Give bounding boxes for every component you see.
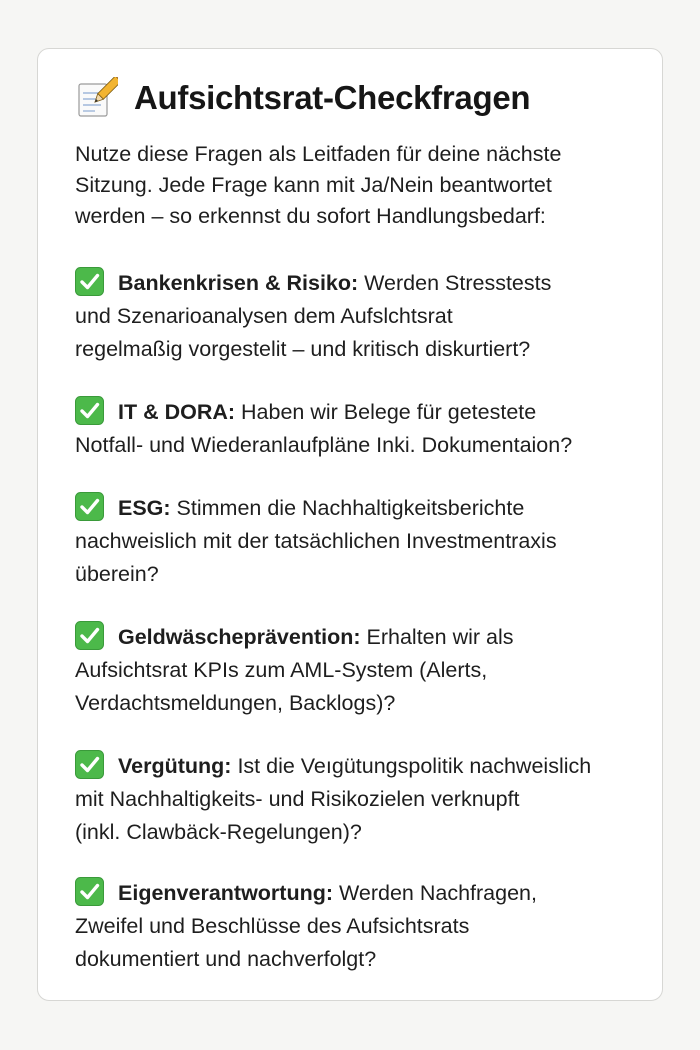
checklist-card — [37, 48, 663, 1001]
item-label: Vergütung: — [118, 754, 232, 778]
item-label: ESG: — [118, 496, 171, 520]
item-text: mit Nachhaltigkeits- und Risikozielen verknupft — [75, 787, 520, 811]
item-label: Bankenkrisen & Risiko: — [118, 271, 359, 295]
item-text: Zweifel und Beschlüsse des Aufsichtsrats — [75, 914, 470, 938]
item-text: regelmaßig vorgestelit – und kritisch diskurtiert? — [75, 337, 531, 361]
item-text: und Szenarioanalysen dem Aufslchtsrat — [75, 304, 453, 328]
intro-line: Nutze diese Fragen als Leitfaden für deine nächste — [75, 142, 562, 166]
item-text: Werden Nachfragen, — [333, 881, 537, 905]
item-text: nachweislich mit der tatsächlichen Investmentraxis — [75, 529, 557, 553]
checklist-item-esg — [75, 492, 655, 591]
item-text: Stimmen die Nachhaltigkeitsberichte — [170, 496, 525, 520]
item-text: Werden Stresstests — [358, 271, 552, 295]
intro-line: werden – so erkennst du sofort Handlungsbedarf: — [75, 204, 546, 228]
item-label: IT & DORA: — [118, 400, 236, 424]
checklist-item-it-dora — [75, 396, 655, 462]
item-text: Ist die Veıgütungspolitik nachweislich — [231, 754, 592, 778]
item-label: Eigenverantwortung: — [118, 881, 334, 905]
check-mark-button-icon — [75, 621, 104, 650]
check-mark-button-icon — [75, 492, 104, 521]
item-text: Notfall- und Wiederanlaufpläne Inki. Dokumentaion? — [75, 433, 573, 457]
memo-icon — [76, 77, 118, 119]
intro-line: Sitzung. Jede Frage kann mit Ja/Nein beantwortet — [75, 173, 552, 197]
check-mark-button-icon — [75, 267, 104, 296]
item-text: überein? — [75, 562, 159, 586]
item-text: Haben wir Belege für getestete — [235, 400, 537, 424]
item-text: dokumentiert und nachverfolgt? — [75, 947, 377, 971]
checklist-item-bankenkrisen — [75, 267, 655, 366]
item-label: Geldwäscheprävention: — [118, 625, 361, 649]
checklist-item-geldwaesche — [75, 621, 655, 720]
page-title: Aufsichtsrat-Checkfragen — [134, 79, 531, 116]
item-text: (inkl. Clawbäck-Regelungen)? — [75, 820, 362, 844]
checklist-item-eigenverantwortung — [75, 877, 655, 976]
intro-text — [75, 139, 640, 232]
checklist-item-verguetung — [75, 750, 655, 849]
card-header — [76, 77, 530, 119]
check-mark-button-icon — [75, 750, 104, 779]
check-mark-button-icon — [75, 877, 104, 906]
item-text: Aufsichtsrat KPIs zum AML-System (Alerts, — [75, 658, 488, 682]
item-text: Erhalten wir als — [360, 625, 514, 649]
check-mark-button-icon — [75, 396, 104, 425]
item-text: Verdachtsmeldungen, Backlogs)? — [75, 691, 396, 715]
